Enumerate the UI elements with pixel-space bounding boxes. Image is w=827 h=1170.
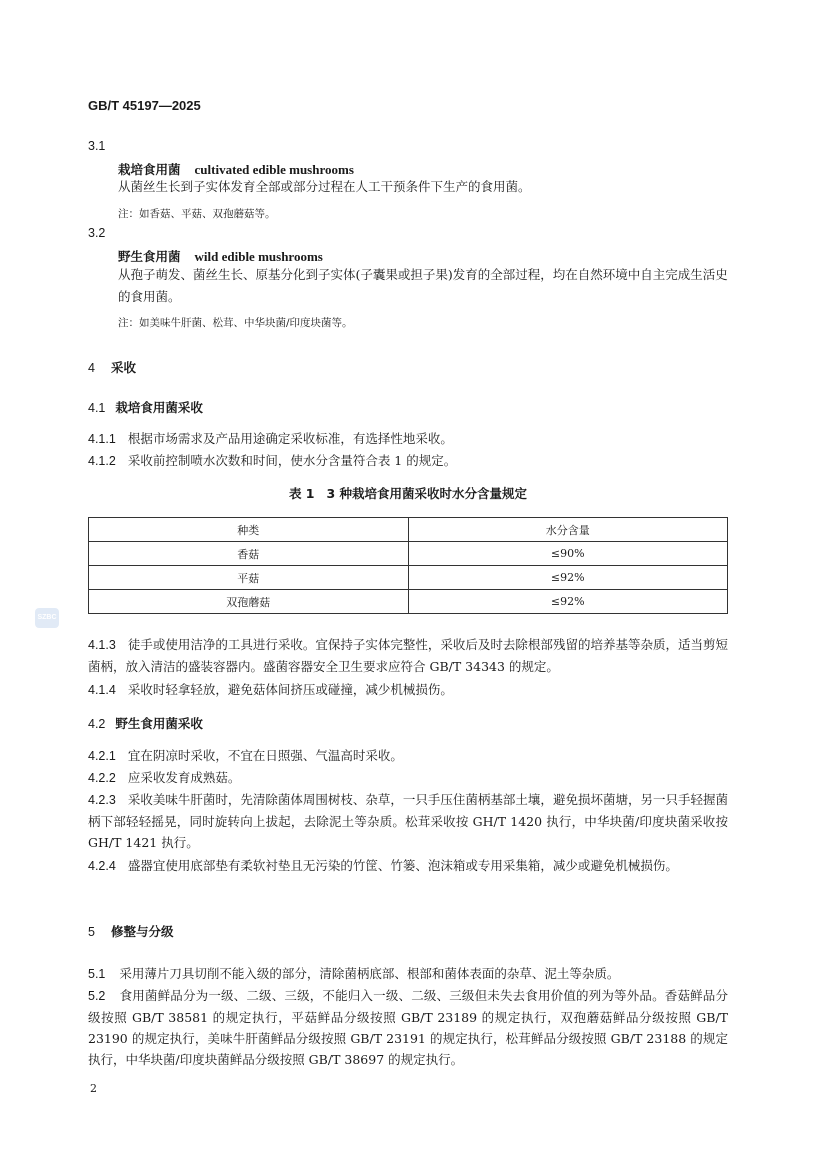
- section-heading: [88, 922, 173, 940]
- subsection-number: 4.2: [88, 717, 106, 731]
- term-number: 3.1: [88, 139, 106, 153]
- table-header-kind: 种类: [89, 518, 409, 542]
- clause-text: 应采收发育成熟菇。: [127, 770, 241, 785]
- clause-paragraph: [88, 745, 728, 767]
- clause-text: 采收前控制喷水次数和时间，使水分含量符合表 1 的规定。: [127, 453, 457, 468]
- clause-number: 4.2.4: [88, 859, 116, 873]
- section-title: 修整与分级: [110, 924, 174, 939]
- term-title: [118, 247, 323, 265]
- term-title-en: cultivated edible mushrooms: [194, 162, 354, 177]
- clause-text: 采收美味牛肝菌时，先清除菌体周围树枝、杂草，一只手压住菌柄基部土壤，避免损坏菌塘，另一只手轻握菌柄下部轻轻摇晃，同时旋转向上拔起，去除泥土等杂质。松茸采收按 GH/T 1420 执行，中华块菌/印度块菌采收按 GH/T 1421 执行。: [88, 792, 728, 850]
- clause-paragraph: [88, 789, 728, 853]
- table-cell-moisture: ≤90%: [408, 542, 728, 566]
- clause-number: 4.1.3: [88, 638, 116, 652]
- table-cell-moisture: ≤92%: [408, 590, 728, 614]
- table-cell-kind: 双孢蘑菇: [89, 590, 409, 614]
- subsection-heading: [88, 398, 203, 416]
- clause-number: 4.1.2: [88, 454, 116, 468]
- clause-text: 采收时轻拿轻放，避免菇体间挤压或碰撞，减少机械损伤。: [127, 682, 453, 697]
- term-note: 注：如美味牛肝菌、松茸、中华块菌/印度块菌等。: [118, 317, 353, 329]
- clause-number: 4.2.1: [88, 749, 116, 763]
- clause-paragraph: [88, 767, 728, 789]
- subsection-title: 野生食用菌采收: [115, 716, 203, 731]
- moisture-table: [88, 517, 728, 614]
- section-heading: [88, 358, 136, 376]
- term-definition: 从孢子萌发、菌丝生长、原基分化到子实体(子囊果或担子果)发育的全部过程，均在自然环境中自主完成生活史的食用菌。: [118, 267, 728, 304]
- watermark-stamp: SZBC: [35, 608, 59, 628]
- clause-number: 4.1.1: [88, 432, 116, 446]
- clause-paragraph: [88, 985, 728, 1070]
- clause-text: 根据市场需求及产品用途确定采收标准，有选择性地采收。: [127, 431, 453, 446]
- clause-paragraph: [88, 450, 728, 472]
- term-note: 注：如香菇、平菇、双孢蘑菇等。: [118, 208, 276, 220]
- clause-paragraph: [88, 634, 728, 677]
- clause-number: 4.2.2: [88, 771, 116, 785]
- table-row: [89, 566, 728, 590]
- table-cell-moisture: ≤92%: [408, 566, 728, 590]
- subsection-number: 4.1: [88, 401, 106, 415]
- subsection-title: 栽培食用菌采收: [115, 400, 203, 415]
- clause-number: 5.2: [88, 989, 106, 1003]
- clause-text: 食用菌鲜品分为一级、二级、三级，不能归入一级、二级、三级但未失去食用价值的列为等外品。香菇鲜品分级按照 GB/T 38581 的规定执行，平菇鲜品分级按照 GB/T 23189 的规定执行，双孢蘑菇鲜品分级按照 GB/T 23190 的规定执行，美味牛肝菌鲜品分级按照 GB/T 23191 的规定执行，松茸鲜品分级按照 GB/T 23188 的规定执行，中华块菌/印度块菌鲜品分级按照 GB/T 38697 的规定执行。: [88, 988, 728, 1067]
- term-definition: 从菌丝生长到子实体发育全部或部分过程在人工干预条件下生产的食用菌。: [118, 179, 531, 194]
- clause-text: 宜在阴凉时采收，不宜在日照强、气温高时采收。: [127, 748, 403, 763]
- table-caption-text: 3 种栽培食用菌采收时水分含量规定: [326, 486, 528, 501]
- section-title: 采收: [110, 360, 136, 375]
- clause-paragraph: [88, 963, 728, 985]
- table-caption: [88, 484, 728, 502]
- clause-number: 4.2.3: [88, 793, 116, 807]
- table-row: [89, 590, 728, 614]
- section-number: 4: [88, 361, 95, 375]
- standard-header: GB/T 45197—2025: [88, 98, 201, 113]
- term-title-zh: 野生食用菌: [118, 249, 181, 264]
- table-header-row: [89, 518, 728, 542]
- table-cell-kind: 平菇: [89, 566, 409, 590]
- term-title-en: wild edible mushrooms: [194, 249, 323, 264]
- subsection-heading: [88, 714, 203, 732]
- section-number: 5: [88, 925, 95, 939]
- clause-paragraph: [88, 855, 728, 877]
- clause-text: 徒手或使用洁净的工具进行采收。宜保持子实体完整性，采收后及时去除根部残留的培养基等杂质，适当剪短菌柄，放入清洁的盛装容器内。盛菌容器安全卫生要求应符合 GB/T 34343 的规定。: [88, 637, 728, 674]
- clause-text: 盛器宜使用底部垫有柔软衬垫且无污染的竹筐、竹篓、泡沫箱或专用采集箱，减少或避免机械损伤。: [127, 858, 678, 873]
- term-title-zh: 栽培食用菌: [118, 162, 181, 177]
- table-label: 表 1: [288, 486, 315, 501]
- table-header-moisture: 水分含量: [408, 518, 728, 542]
- clause-number: 4.1.4: [88, 683, 116, 697]
- clause-paragraph: [88, 679, 728, 701]
- page-number: 2: [90, 1082, 97, 1095]
- term-number: 3.2: [88, 226, 106, 240]
- table-cell-kind: 香菇: [89, 542, 409, 566]
- clause-number: 5.1: [88, 967, 106, 981]
- clause-text: 采用薄片刀具切削不能入级的部分，清除菌柄底部、根部和菌体表面的杂草、泥土等杂质。: [119, 966, 620, 981]
- clause-paragraph: [88, 428, 728, 450]
- table-row: [89, 542, 728, 566]
